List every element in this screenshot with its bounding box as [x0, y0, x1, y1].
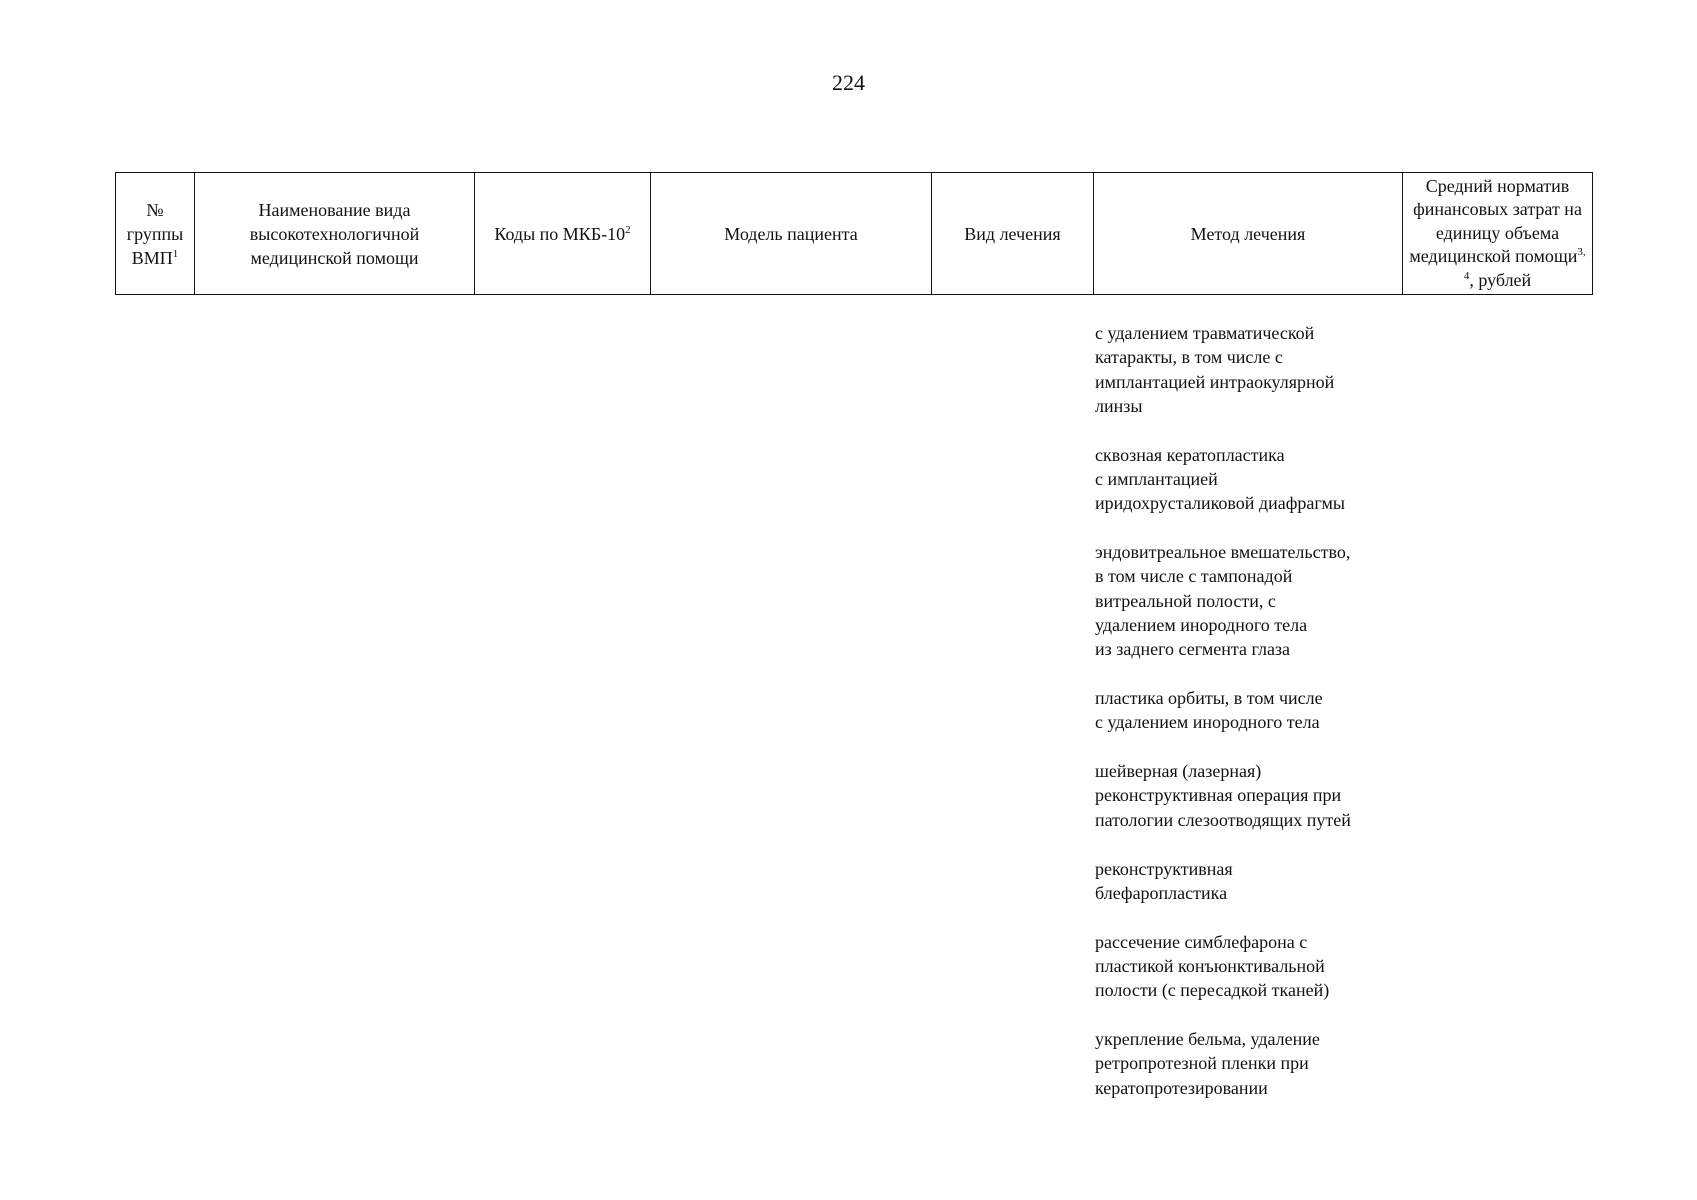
footnote-marker: 3, 4 [1463, 246, 1586, 282]
treatment-method-item: сквозная кератопластика с имплантацией иридохрусталиковой диафрагмы [1095, 444, 1345, 514]
treatment-method-item: рассечение симблефарона с пластикой конъюнктивальной полости (с пересадкой тканей) [1095, 931, 1330, 1001]
column-header-label: Вид лечения [964, 223, 1061, 244]
column-header-label: Модель пациента [724, 223, 858, 244]
column-header-group-number [116, 173, 195, 295]
column-header-label: № группы ВМП [126, 199, 184, 268]
treatment-method-item: реконструктивная блефаропластика [1095, 858, 1233, 903]
treatment-method-item: укрепление бельма, удаление ретропротезной пленки при кератопротезировании [1095, 1029, 1320, 1098]
treatment-method-item: эндовитреальное вмешательство, в том числе с тампонадой витреальной полости, с удалением инородного тела из заднего сегмента глаза [1095, 542, 1351, 660]
treatment-method-list [1095, 321, 1395, 1124]
column-header-label: Коды по МКБ-10 [494, 223, 626, 244]
column-header-cost-standard [1403, 173, 1593, 295]
column-header-treatment-method [1094, 173, 1403, 295]
column-header-label: Средний норматив финансовых затрат на единицу объема медицинской помощи [1409, 175, 1582, 267]
footnote-marker: 1 [172, 247, 179, 260]
column-header-patient-model [651, 173, 932, 295]
table-header [115, 172, 1593, 295]
treatment-method-item: пластика орбиты, в том числе с удалением инородного тела [1095, 688, 1323, 733]
treatment-method-item: с удалением травматической катаракты, в том числе с имплантацией интраокулярной линзы [1095, 323, 1335, 416]
column-header-label: Наименование вида высокотехнологичной медицинской помощи [249, 199, 420, 268]
column-header-icd-codes [475, 173, 651, 295]
column-header-label: Метод лечения [1190, 223, 1306, 244]
page-number: 224 [832, 70, 865, 95]
footnote-marker: 2 [625, 223, 631, 236]
treatment-method-item: шейверная (лазерная) реконструктивная операция при патологии слезоотводящих путей [1095, 761, 1351, 830]
column-header-suffix: , рублей [1469, 269, 1532, 290]
column-header-treatment-type [932, 173, 1094, 295]
column-header-care-type-name [195, 173, 475, 295]
